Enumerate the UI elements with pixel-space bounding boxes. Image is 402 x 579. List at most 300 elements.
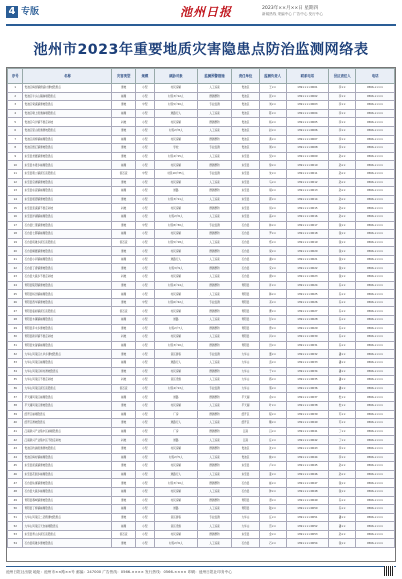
table-cell: 九华山风景区九华乡滑坡隐患点 — [23, 350, 112, 359]
table-row — [8, 307, 395, 316]
table-cell: 青阳县 — [232, 298, 259, 307]
table-cell: 程×× — [259, 410, 286, 419]
table-cell: 经开区 — [232, 410, 259, 419]
table-cell: 冯×× — [329, 505, 356, 514]
table-cell: 139××××0018 — [286, 230, 329, 239]
table-row — [8, 135, 395, 144]
table-cell: 0566-×××× — [356, 470, 395, 479]
table-cell: 青阳县丁桥镇崩塌隐患点 — [23, 505, 112, 514]
table-cell: 0566-×××× — [356, 247, 395, 256]
table-cell: 村民房屋 — [155, 444, 198, 453]
table-row — [8, 367, 395, 376]
table-cell: 群测群防 — [197, 324, 232, 333]
column-header: 规模 — [135, 69, 154, 84]
table-cell: 139××××0020 — [286, 247, 329, 256]
table-cell: 139××××0008 — [286, 144, 329, 153]
table-cell: 杜×× — [329, 401, 356, 410]
table-cell: 村民房屋 — [155, 496, 198, 505]
table-cell: 平天湖 — [232, 401, 259, 410]
table-cell: 52 — [8, 522, 23, 531]
table-cell: 139××××0009 — [286, 152, 329, 161]
table-cell: 道路行人 — [155, 470, 198, 479]
table-cell: 10 — [8, 161, 23, 170]
table-cell: 周×× — [259, 144, 286, 153]
table-cell: 九华山 — [232, 359, 259, 368]
table-cell: 滑坡 — [112, 126, 135, 135]
table-cell: 村民5户18人 — [155, 238, 198, 247]
table-cell: 小型 — [135, 487, 154, 496]
table-cell: 139××××0013 — [286, 187, 329, 196]
table-cell: 村民2户8人 — [155, 126, 198, 135]
table-cell: 李×× — [329, 444, 356, 453]
column-header: 责任单位 — [232, 69, 259, 84]
table-cell: 0566-×××× — [356, 367, 395, 376]
table-row — [8, 359, 395, 368]
table-cell: 崩塌 — [112, 341, 135, 350]
table-cell: 139××××0043 — [286, 444, 329, 453]
table-cell: 小型 — [135, 376, 154, 385]
table-cell: 专业监测 — [197, 298, 232, 307]
table-cell: 青阳县朱备镇崩塌隐患点 — [23, 341, 112, 350]
table-cell: 139××××0016 — [286, 212, 329, 221]
table-cell: 群测群防 — [197, 496, 232, 505]
table-cell: 村民4户13人 — [155, 384, 198, 393]
table-cell: 石台县矶滩乡泥石流隐患点 — [23, 238, 112, 247]
table-cell: 斜坡 — [112, 333, 135, 342]
table-cell: 崩塌 — [112, 230, 135, 239]
table-cell: 139××××0045 — [286, 462, 329, 471]
table-row — [8, 453, 395, 462]
table-cell: 崩塌 — [112, 453, 135, 462]
table-cell: 田×× — [259, 341, 286, 350]
table-cell: 罗×× — [259, 230, 286, 239]
table-cell: 0566-×××× — [356, 530, 395, 539]
table-cell: 小型 — [135, 444, 154, 453]
table-cell: 139××××0004 — [286, 109, 329, 118]
table-cell: 贵池区里山街道滑坡隐患点 — [23, 126, 112, 135]
column-header: 监测预警措施 — [197, 69, 232, 84]
table-cell: 群测群防 — [197, 118, 232, 127]
table-cell: 斜坡 — [112, 376, 135, 385]
table-cell: 小型 — [135, 350, 154, 359]
table-cell: 滑坡 — [112, 367, 135, 376]
table-row — [8, 290, 395, 299]
table-cell: 28 — [8, 316, 23, 325]
table-cell: 村民5户20人 — [155, 101, 198, 110]
table-cell: 139××××0050 — [286, 505, 329, 514]
table-cell: 27 — [8, 307, 23, 316]
table-cell: 人工巡查 — [197, 401, 232, 410]
table-cell: 崩塌 — [112, 522, 135, 531]
table-cell: 46 — [8, 470, 23, 479]
table-cell: 徐×× — [259, 161, 286, 170]
table-cell: 贵池区 — [232, 144, 259, 153]
table-cell: 崩塌 — [112, 505, 135, 514]
table-cell: 吴×× — [259, 152, 286, 161]
column-header: 电话 — [356, 69, 395, 84]
table-cell: 38 — [8, 401, 23, 410]
table-cell: 139××××0032 — [286, 350, 329, 359]
table-cell: 崩塌 — [112, 187, 135, 196]
table-cell: 孙×× — [329, 187, 356, 196]
table-cell: 村民房屋 — [155, 401, 198, 410]
table-cell: 小型 — [135, 307, 154, 316]
table-cell: 0566-×××× — [356, 479, 395, 488]
table-cell: 小型 — [135, 161, 154, 170]
table-cell: 0566-×××× — [356, 161, 395, 170]
table-cell: 0566-×××× — [356, 118, 395, 127]
table-cell: 0566-×××× — [356, 109, 395, 118]
table-cell: 青阳县乔木乡滑坡隐患点 — [23, 324, 112, 333]
table-cell: 石台县矶滩乡滑坡隐患点 — [23, 539, 112, 548]
table-cell: 斜坡 — [112, 273, 135, 282]
table-cell: 139××××0024 — [286, 281, 329, 290]
table-row — [8, 92, 395, 101]
table-cell: 贵池区 — [232, 126, 259, 135]
table-cell: 0566-×××× — [356, 195, 395, 204]
table-cell: 0566-×××× — [356, 384, 395, 393]
table-cell: 贵池区乌沙镇不稳定斜坡 — [23, 118, 112, 127]
table-cell: 滑坡 — [112, 496, 135, 505]
table-cell: 潘×× — [329, 350, 356, 359]
table-cell: 0566-×××× — [356, 427, 395, 436]
table-cell: 赵×× — [259, 126, 286, 135]
table-cell: 0566-×××× — [356, 324, 395, 333]
table-cell: 钱×× — [329, 230, 356, 239]
table-cell: 人工巡查 — [197, 152, 232, 161]
table-row — [8, 109, 395, 118]
table-cell: 石台县大演乡不稳定斜坡 — [23, 273, 112, 282]
table-cell: 潘×× — [329, 359, 356, 368]
table-cell: 贵池区殷汇镇滑坡隐患点 — [23, 144, 112, 153]
table-cell: 3 — [8, 101, 23, 110]
column-header: 序号 — [8, 69, 23, 84]
table-cell: 139××××0026 — [286, 298, 329, 307]
table-cell: 0566-×××× — [356, 376, 395, 385]
table-cell: 小型 — [135, 264, 154, 273]
column-header: 威胁对象 — [155, 69, 198, 84]
table-cell: 26 — [8, 298, 23, 307]
table-cell: 滑坡 — [112, 350, 135, 359]
table-cell: 小型 — [135, 152, 154, 161]
table-cell: 沈×× — [259, 444, 286, 453]
table-cell: 朱×× — [259, 169, 286, 178]
table-cell: 人工巡查 — [197, 522, 232, 531]
table-cell: 0566-×××× — [356, 152, 395, 161]
table-cell: 0566-×××× — [356, 359, 395, 368]
table-cell: 中型 — [135, 298, 154, 307]
page-number: 4 — [6, 6, 18, 18]
table-row — [8, 505, 395, 514]
table-cell: 李×× — [329, 135, 356, 144]
table-row — [8, 341, 395, 350]
table-row — [8, 376, 395, 385]
table-cell: 梁×× — [259, 247, 286, 256]
table-cell: 小型 — [135, 522, 154, 531]
table-row — [8, 273, 395, 282]
table-cell: 139××××0031 — [286, 341, 329, 350]
table-cell: 道路行人 — [155, 255, 198, 264]
table-cell: 石台县 — [232, 264, 259, 273]
table-cell: 李×× — [329, 92, 356, 101]
table-cell: 滑坡 — [112, 195, 135, 204]
table-cell: 139××××0021 — [286, 255, 329, 264]
table-cell: 道路 — [155, 505, 198, 514]
table-cell: 姜×× — [259, 470, 286, 479]
table-cell: 村民2户6人 — [155, 539, 198, 548]
monitoring-table — [7, 68, 395, 548]
table-cell: 谭×× — [259, 496, 286, 505]
table-cell: 群测群防 — [197, 92, 232, 101]
table-cell: 刘×× — [259, 101, 286, 110]
table-cell: 专业监测 — [197, 221, 232, 230]
table-cell: 139××××0035 — [286, 376, 329, 385]
table-cell: 0566-×××× — [356, 298, 395, 307]
table-cell: 小型 — [135, 230, 154, 239]
table-cell: 崩塌 — [112, 109, 135, 118]
table-cell: 村民房屋 — [155, 230, 198, 239]
table-cell: 群测群防 — [197, 187, 232, 196]
table-cell: 贵池区 — [232, 135, 259, 144]
table-cell: 139××××0051 — [286, 513, 329, 522]
table-cell: 小型 — [135, 513, 154, 522]
table-cell: 东至县 — [232, 204, 259, 213]
table-cell: 40 — [8, 419, 23, 428]
table-cell: 专业监测 — [197, 144, 232, 153]
table-cell: 袁×× — [259, 359, 286, 368]
table-cell: 曹×× — [259, 307, 286, 316]
table-cell: 青阳县 — [232, 505, 259, 514]
table-cell: 139××××0029 — [286, 324, 329, 333]
column-header: 名称 — [23, 69, 112, 84]
table-cell: 崩塌 — [112, 92, 135, 101]
table-cell: 石台县 — [232, 230, 259, 239]
table-cell: 滑坡 — [112, 84, 135, 93]
table-cell: 群测群防 — [197, 479, 232, 488]
table-cell: 东至县 — [232, 212, 259, 221]
table-row — [8, 169, 395, 178]
table-cell: 潘×× — [329, 384, 356, 393]
table-cell: 人工巡查 — [197, 273, 232, 282]
table-cell: 村民房屋 — [155, 462, 198, 471]
table-cell: 汪×× — [259, 513, 286, 522]
table-cell: 东至县葛公镇泥石流隐患点 — [23, 169, 112, 178]
table-row — [8, 144, 395, 153]
table-cell: 小型 — [135, 462, 154, 471]
table-cell: 139××××0042 — [286, 436, 329, 445]
column-header: 联系电话 — [286, 69, 329, 84]
table-cell: 孙×× — [329, 178, 356, 187]
table-cell: 139××××0011 — [286, 169, 329, 178]
table-cell: 斜坡 — [112, 436, 135, 445]
table-cell: 村民房屋 — [155, 247, 198, 256]
table-cell: 139××××0015 — [286, 204, 329, 213]
table-cell: 139××××0054 — [286, 539, 329, 548]
table-cell: 江南新兴产业集中区不稳定斜坡 — [23, 436, 112, 445]
table-cell: 金×× — [259, 530, 286, 539]
table-cell: 孙×× — [329, 530, 356, 539]
table-cell: 彭×× — [259, 316, 286, 325]
table-cell: 0566-×××× — [356, 178, 395, 187]
table-cell: 泥石流 — [112, 307, 135, 316]
table-cell: 孙×× — [329, 161, 356, 170]
table-row — [8, 393, 395, 402]
table-cell: 邓×× — [259, 298, 286, 307]
table-cell: 九华山风景区柯村滑坡隐患点 — [23, 367, 112, 376]
table-cell: 0566-×××× — [356, 539, 395, 548]
table-cell: 贵池区 — [232, 101, 259, 110]
table-cell: 村民房屋 — [155, 135, 198, 144]
table-cell: 道路 — [155, 187, 198, 196]
table-cell: 人工巡查 — [197, 290, 232, 299]
table-cell: 石台县仙寓镇滑坡隐患点 — [23, 479, 112, 488]
table-cell: 39 — [8, 410, 23, 419]
table-cell: 崩塌 — [112, 393, 135, 402]
table-cell: 群测群防 — [197, 230, 232, 239]
table-row — [8, 401, 395, 410]
table-cell: 东至县泥溪镇滑坡隐患点 — [23, 462, 112, 471]
table-row — [8, 530, 395, 539]
table-cell: 群测群防 — [197, 444, 232, 453]
table-cell: 小型 — [135, 118, 154, 127]
table-cell: 村民8户30人 — [155, 221, 198, 230]
table-cell: 小型 — [135, 247, 154, 256]
table-cell: 滑坡 — [112, 264, 135, 273]
table-cell: 村民2户5人 — [155, 453, 198, 462]
table-cell: 0566-×××× — [356, 505, 395, 514]
table-cell: 贵池区梅村镇崩塌隐患点 — [23, 453, 112, 462]
table-cell: 贵池区牛头山镇崩塌隐患点 — [23, 92, 112, 101]
table-cell: 东至县 — [232, 470, 259, 479]
table-cell: 江南 — [232, 436, 259, 445]
table-cell: 0566-×××× — [356, 92, 395, 101]
table-cell: 群测群防 — [197, 281, 232, 290]
table-cell: 东至县花园乡崩塌隐患点 — [23, 470, 112, 479]
page-title: 池州市2023年重要地质灾害隐患点防治监测网络表 — [33, 42, 369, 58]
table-cell: 厂房 — [155, 410, 198, 419]
table-row — [8, 230, 395, 239]
table-cell: 青阳县 — [232, 290, 259, 299]
table-cell: 杜×× — [329, 393, 356, 402]
table-cell: 1 — [8, 84, 23, 93]
table-cell: 32 — [8, 350, 23, 359]
table-cell: 小型 — [135, 109, 154, 118]
table-cell: 郑×× — [259, 238, 286, 247]
table-cell: 江南 — [232, 427, 259, 436]
table-row — [8, 126, 395, 135]
table-cell: 村民4户14人 — [155, 281, 198, 290]
table-cell: 马×× — [259, 178, 286, 187]
table-cell: 东至县张溪镇不稳定斜坡 — [23, 204, 112, 213]
table-cell: 东至县木塔乡崩塌隐患点 — [23, 161, 112, 170]
table-cell: 滑坡 — [112, 247, 135, 256]
table-cell: 景区设施 — [155, 376, 198, 385]
table-cell: 36 — [8, 384, 23, 393]
table-cell: 滑坡 — [112, 462, 135, 471]
table-cell: 青阳县庙前镇泥石流隐患点 — [23, 307, 112, 316]
table-cell: 孙×× — [329, 204, 356, 213]
table-cell: 小型 — [135, 84, 154, 93]
table-row — [8, 118, 395, 127]
table-cell: 泥石流 — [112, 238, 135, 247]
table-row — [8, 101, 395, 110]
table-cell: 泥石流 — [112, 169, 135, 178]
table-cell: 九华山 — [232, 376, 259, 385]
table-cell: 139××××0006 — [286, 126, 329, 135]
table-cell: 贵池区秋浦街道滑坡隐患点 — [23, 444, 112, 453]
table-cell: 九华山 — [232, 367, 259, 376]
table-cell: 53 — [8, 530, 23, 539]
table-row — [8, 161, 395, 170]
table-cell: 蔡×× — [259, 384, 286, 393]
table-cell: 石台县 — [232, 539, 259, 548]
table-cell: 村民房屋 — [155, 118, 198, 127]
table-cell: 泥石流 — [112, 384, 135, 393]
table-cell: 冯×× — [329, 316, 356, 325]
table-cell: 小型 — [135, 333, 154, 342]
table-cell: 钟×× — [259, 487, 286, 496]
table-cell: 群测群防 — [197, 307, 232, 316]
table-cell: 东至县 — [232, 152, 259, 161]
table-cell: 0566-×××× — [356, 230, 395, 239]
table-cell: 贵池区 — [232, 453, 259, 462]
table-cell: 中型 — [135, 101, 154, 110]
table-cell: 谢×× — [259, 255, 286, 264]
table-cell: 小型 — [135, 273, 154, 282]
table-cell: 青阳县 — [232, 316, 259, 325]
table-cell: 专业监测 — [197, 350, 232, 359]
table-row — [8, 427, 395, 436]
table-cell: 东至县 — [232, 187, 259, 196]
table-row — [8, 178, 395, 187]
table-cell: 道路 — [155, 436, 198, 445]
table-cell: 人工巡查 — [197, 255, 232, 264]
table-cell: 村民3户11人 — [155, 195, 198, 204]
table-cell: 人工巡查 — [197, 238, 232, 247]
table-cell: 江南新兴产业集中区崩塌隐患点 — [23, 427, 112, 436]
table-cell: 滑坡 — [112, 401, 135, 410]
table-cell: 冯×× — [329, 281, 356, 290]
table-cell: 景区设施 — [155, 522, 198, 531]
table-cell: 专业监测 — [197, 384, 232, 393]
table-cell: 石台县丁香镇滑坡隐患点 — [23, 264, 112, 273]
table-cell: 东至县 — [232, 161, 259, 170]
table-cell: 景区游客 — [155, 350, 198, 359]
table-cell: 小型 — [135, 505, 154, 514]
table-cell: 13 — [8, 187, 23, 196]
table-cell: 钱×× — [329, 539, 356, 548]
monitoring-table-wrap — [6, 67, 396, 562]
table-cell: 陈×× — [259, 109, 286, 118]
table-cell: 村民3户12人 — [155, 92, 198, 101]
table-cell: 139××××0010 — [286, 161, 329, 170]
table-cell: 群测群防 — [197, 161, 232, 170]
table-cell: 37 — [8, 393, 23, 402]
table-cell: 139××××0048 — [286, 487, 329, 496]
table-cell: 0566-×××× — [356, 273, 395, 282]
table-cell: 35 — [8, 376, 23, 385]
table-cell: 0566-×××× — [356, 255, 395, 264]
table-cell: 8 — [8, 144, 23, 153]
table-row — [8, 436, 395, 445]
table-cell: 139××××0027 — [286, 307, 329, 316]
table-cell: 9 — [8, 152, 23, 161]
masthead — [0, 0, 402, 24]
table-cell: 人工巡查 — [197, 487, 232, 496]
table-cell: 崩塌 — [112, 161, 135, 170]
table-cell: 139××××0007 — [286, 135, 329, 144]
table-cell: 小型 — [135, 384, 154, 393]
